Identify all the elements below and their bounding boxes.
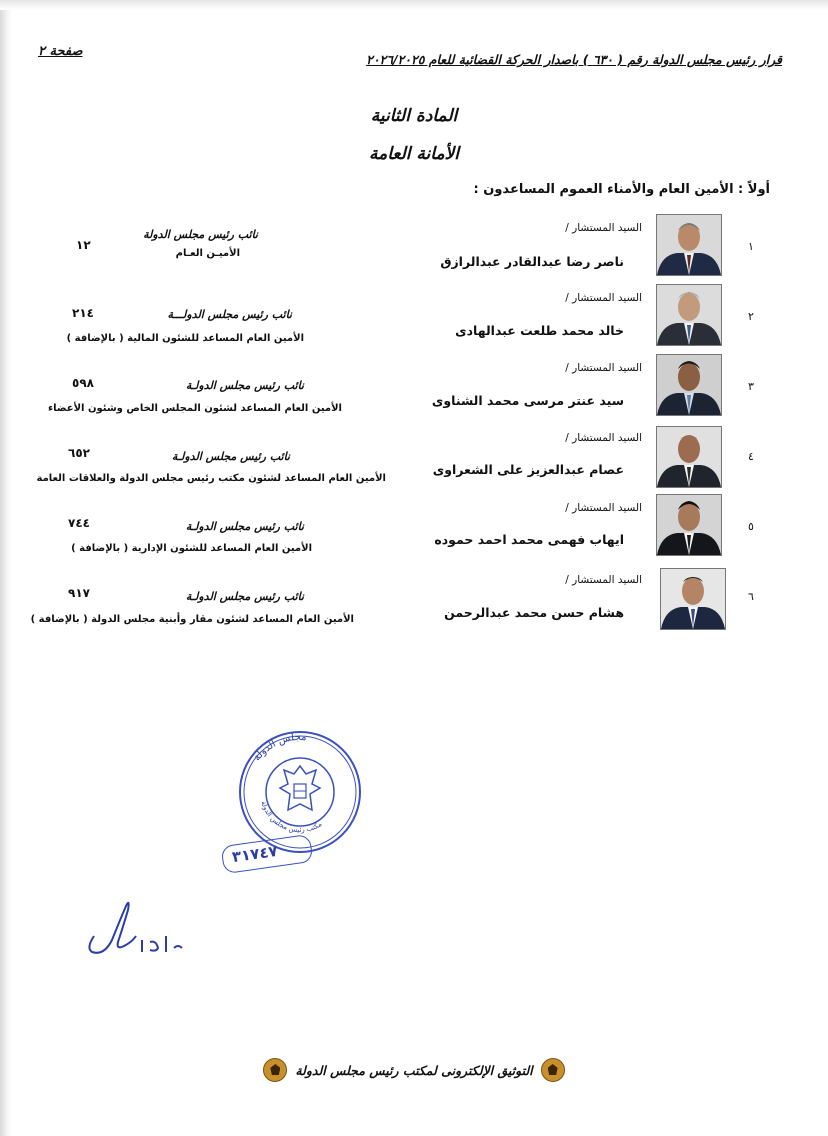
stamp-inner-text: مكتب رئيس مجلس الدولة <box>259 800 324 835</box>
footer <box>0 1058 828 1086</box>
counselor-name: عصام عبدالعزيز على الشعراوى <box>432 462 624 477</box>
subheading: أولاً : الأمين العام والأمناء العموم المساعدون : <box>473 182 770 197</box>
portrait-photo <box>656 494 722 556</box>
deputy-title: نائب رئيس مجلس الدولـة <box>185 590 304 603</box>
portrait-photo <box>656 354 722 416</box>
row-index: ٣ <box>748 380 754 393</box>
section-title <box>0 144 828 164</box>
portrait-photo <box>656 284 722 346</box>
eagle-emblem-icon <box>263 1058 287 1082</box>
decree-header: قرار رئيس مجلس الدولة رقم ( ٦٣٠ ) باصدار الحركة القضائية للعام ٢٠٢٦/٢٠٢٥ <box>366 52 782 67</box>
counselor-label: السيد المستشار / <box>565 574 642 586</box>
counselor-label: السيد المستشار / <box>565 432 642 444</box>
portrait-photo <box>656 426 722 488</box>
row-index: ٢ <box>748 310 754 323</box>
row-index: ٥ <box>748 520 754 533</box>
eagle-emblem-icon <box>541 1058 565 1082</box>
page-number: صفحة ٢ <box>38 44 83 59</box>
seniority-number: ٥٩٨ <box>72 376 94 390</box>
article-title-text: المادة الثانية <box>370 106 458 126</box>
position-title: الأمين العام المساعد لشئون المجلس الخاص وشئون الأعضاء <box>48 403 342 414</box>
deputy-title: نائب رئيس مجلس الدولـة <box>171 450 290 463</box>
counselor-name: سيد عنتر مرسى محمد الشناوى <box>431 393 624 408</box>
seniority-number: ٦٥٢ <box>68 446 90 460</box>
row-index: ٤ <box>748 450 754 463</box>
stamp-serial-number: ٣١٧٤٧ <box>230 841 279 867</box>
portrait-photo <box>656 214 722 276</box>
counselor-label: السيد المستشار / <box>565 362 642 374</box>
position-title: الأميـن العـام <box>175 248 240 259</box>
section-title-text: الأمانة العامة <box>369 144 459 164</box>
deputy-title: نائب رئيس مجلس الدولـة <box>185 520 304 533</box>
eagle-emblem-icon <box>280 766 320 810</box>
counselor-name: هشام حسن محمد عبدالرحمن <box>444 605 624 620</box>
position-title: الأمين العام المساعد للشئون المالية ( بالإضافة ) <box>66 333 304 344</box>
counselor-name: ناصر رضا عبدالقادر عبدالرازق <box>440 254 624 269</box>
page-shadow-left <box>0 0 12 1136</box>
stamp-outer-text: مجلس الدولة <box>251 731 307 764</box>
counselor-label: السيد المستشار / <box>565 502 642 514</box>
article-title <box>0 106 828 126</box>
position-title: الأمين العام المساعد لشئون مكتب رئيس مجلس الدولة والعلاقات العامة <box>36 473 386 484</box>
footer-text: التوثيق الإلكترونى لمكتب رئيس مجلس الدولة <box>295 1062 533 1078</box>
counselor-name: خالد محمد طلعت عبدالهادى <box>455 323 624 338</box>
seniority-number: ٩١٧ <box>68 586 90 600</box>
deputy-title: نائب رئيس مجلس الدولة <box>143 228 258 241</box>
page-shadow-top <box>0 0 828 10</box>
row-index: ١ <box>748 240 754 253</box>
position-title: الأمين العام المساعد لشئون مقار وأبنية مجلس الدولة ( بالإضافة ) <box>30 614 354 625</box>
deputy-title: نائب رئيس مجلس الدولـة <box>185 379 304 392</box>
counselor-name: ايهاب فهمى محمد احمد حموده <box>434 532 624 547</box>
portrait-photo <box>660 568 726 630</box>
position-title: الأمين العام المساعد للشئون الإدارية ( بالإضافة ) <box>71 543 312 554</box>
seniority-number: ٢١٤ <box>72 306 94 320</box>
counselor-label: السيد المستشار / <box>565 222 642 234</box>
row-index: ٦ <box>748 590 754 603</box>
handwritten-signature <box>78 896 188 962</box>
counselor-label: السيد المستشار / <box>565 292 642 304</box>
seniority-number: ٧٤٤ <box>68 516 90 530</box>
deputy-title: نائب رئيس مجلس الدولـــة <box>167 308 292 321</box>
seniority-number: ١٢ <box>76 238 91 252</box>
